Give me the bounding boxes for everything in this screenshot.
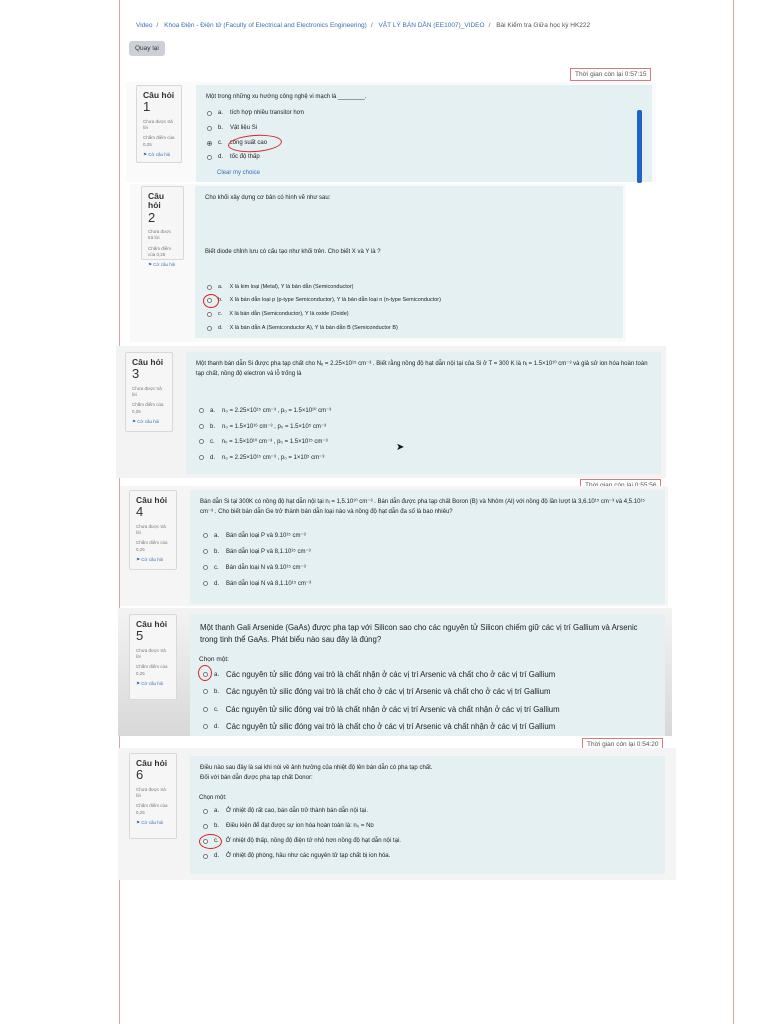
question-info-1 [136, 85, 182, 163]
option-text: công suất cao [229, 140, 268, 146]
option-3c[interactable] [199, 438, 328, 445]
option-text: n₀ = 1.5×10¹⁶ cm⁻³ , p₀ = 1.5×10⁵ cm⁻³ [222, 424, 326, 430]
question-label: Câu hỏi [132, 357, 164, 367]
option-text: Các nguyên tử silic đóng vai trò là chất cho ở các vị trí Arsenic và chất nhận ở các vị trí Gallium [226, 722, 556, 731]
question-label: Câu hỏi [143, 90, 175, 100]
option-3a[interactable] [199, 407, 331, 414]
option-letter: c. [214, 838, 219, 844]
mouse-cursor-icon: ➤ [396, 442, 405, 453]
flag-label: Cờ câu hỏi [141, 556, 164, 562]
question-number: 5 [136, 628, 144, 644]
option-4c[interactable] [203, 564, 306, 571]
question-mark: Chấm điểm của 0,25 [143, 135, 175, 147]
option-letter: c. [214, 564, 219, 571]
breadcrumb: Video / Khoa Điện - Điện tử (Faculty of Electrical and Electronics Engineering) / VẬT LÝ BÁN DẪN (EE1007)_VIDEO / Bài Kiểm tra Giữa học kỳ HK222 [136, 22, 591, 29]
option-5a[interactable] [203, 670, 555, 679]
question-info-5 [129, 614, 177, 700]
question-text: Một thanh Gali Arsenide (GaAs) được pha tạp với Silicon sao cho các nguyên tử Silicon chiếm giữ các vị trí Gallium và Arsenic trong tinh thể GaAs. Phát biểu nào sau đây là đúng? [200, 623, 638, 645]
radio-button[interactable] [199, 424, 204, 429]
option-text: X là bán dẫn loại p (p-type Semiconductor), Y là bán dẫn loại n (n-type Semiconductor) [229, 297, 441, 303]
option-letter: d. [214, 853, 220, 859]
option-text: Bán dẫn loại N và 9.10¹⁵ cm⁻³ [225, 565, 306, 571]
option-6d[interactable] [203, 853, 390, 859]
radio-button[interactable] [203, 809, 208, 814]
breadcrumb-item-quiz: Bài Kiểm tra Giữa học kỳ HK222 [496, 22, 591, 29]
radio-button[interactable] [199, 439, 204, 444]
option-2b[interactable] [207, 297, 441, 303]
question-text: Cho khối xây dựng cơ bản có hình vẽ như sau: [205, 195, 331, 201]
question-info-3 [125, 352, 173, 432]
option-text: Bán dẫn loại P và 8,1.10¹⁵ cm⁻³ [226, 549, 311, 555]
option-5b[interactable] [203, 687, 550, 696]
scrollbar-thumb[interactable] [637, 110, 642, 183]
question-text-2: Biết diode chỉnh lưu có cấu tạo như khối trên. Cho biết X và Y là ? [205, 248, 381, 255]
question-state: Chưa được trả lời [136, 647, 166, 659]
option-text: n₀ = 2.25×10¹⁵ cm⁻³ , p₀ = 1.5×10¹⁰ cm⁻³ [222, 408, 332, 414]
flag-label: Cờ câu hỏi [148, 151, 171, 157]
question-info-4 [129, 490, 177, 570]
option-text: tích hợp nhiều transitor hơn [230, 110, 304, 116]
question-content-1 [196, 85, 652, 182]
choose-one-prompt: Chọn một: [199, 795, 227, 801]
radio-button[interactable] [203, 565, 208, 570]
option-text: Bán dẫn loại N và 8,1.10¹⁵ cm⁻³ [226, 581, 312, 587]
flag-label: Cờ câu hỏi [141, 680, 164, 686]
flag-label: Cờ câu hỏi [141, 819, 164, 825]
question-text: Điều nào sau đây là sai khi nói về ảnh hưởng của nhiệt độ lên bán dẫn có pha tạp chất. [200, 765, 433, 771]
option-letter: c. [218, 140, 223, 146]
option-3d[interactable] [199, 454, 324, 461]
radio-button[interactable] [199, 455, 204, 460]
flag-question-link[interactable]: ⚑ Cờ câu hỏi [136, 556, 164, 562]
option-5d[interactable] [203, 722, 555, 731]
question-text: Một thanh bán dẫn Si được pha tạp chất cho Nₑ = 2.25×10¹⁵ cm⁻³ . Biết rằng nồng độ hạt dẫn nội tại của Si ở T = 300 K là nᵢ = 1.5×10¹⁰ cm⁻³ và giả sử ion hóa hoàn toàn tạp chất, nồng độ electron và lỗ trống là [196, 361, 648, 377]
question-number: 3 [132, 366, 140, 382]
question-state: Chưa được trả lời [132, 385, 162, 397]
breadcrumb-item-video[interactable]: Video [136, 22, 153, 29]
question-info-2 [141, 186, 184, 268]
option-text: n₀ = 1.5×10¹⁰ cm⁻³ , p₀ = 1.5×10¹⁵ cm⁻³ [221, 439, 328, 445]
option-6a[interactable] [203, 808, 368, 814]
flag-question-link[interactable]: ⚑ Cờ câu hỏi [148, 262, 176, 268]
option-text: Điều kiện để đạt được sự ion hóa hoàn toàn là: n₀ = Nᴅ [226, 823, 374, 829]
radio-button[interactable] [203, 724, 208, 729]
radio-button[interactable] [207, 111, 212, 116]
question-text-2: Đối với bán dẫn được pha tạp chất Donor: [200, 774, 313, 781]
option-text: Bán dẫn loại P và 9.10¹⁵ cm⁻³ [226, 533, 306, 539]
option-5c[interactable] [203, 705, 560, 714]
option-4b[interactable] [203, 548, 311, 555]
option-text: Vật liệu Si [230, 125, 258, 131]
option-text: Các nguyên tử silic đóng vai trò là chất cho ở các vị trí Arsenic và chất cho ở các vị trí Gallium [226, 687, 551, 696]
option-letter: a. [218, 110, 224, 116]
question-number: 4 [136, 504, 144, 520]
question-number: 6 [136, 767, 144, 783]
option-text: X là bán dẫn (Semiconductor), Y là oxide (Oxide) [229, 311, 349, 317]
option-text: tốc độ thấp [230, 154, 260, 160]
radio-button[interactable] [199, 408, 204, 413]
option-3b[interactable] [199, 423, 326, 430]
breadcrumb-item-course[interactable]: VẬT LÝ BÁN DẪN (EE1007)_VIDEO [378, 22, 485, 29]
option-text: Ở nhiệt độ rất cao, bán dẫn trở thành bán dẫn nội tại. [226, 808, 368, 814]
question-mark: Chấm điểm của 0,25 [136, 540, 168, 552]
question-label: Câu hỏi [136, 758, 168, 768]
option-4a[interactable] [203, 532, 306, 539]
question-number: 2 [148, 209, 156, 225]
option-letter: c. [210, 438, 215, 445]
handwritten-mark [203, 294, 219, 308]
question-label: Câu hỏi [136, 619, 168, 629]
question-mark: Chấm điểm của 0,25 [132, 402, 164, 414]
question-mark: Chấm điểm của 0,25 [148, 245, 172, 257]
option-2d[interactable] [207, 325, 398, 331]
flag-label: Cờ câu hỏi [137, 418, 160, 424]
option-4d[interactable] [203, 580, 311, 587]
flag-question-link[interactable]: ⚑ Cờ câu hỏi [136, 680, 164, 686]
option-letter: b. [214, 548, 220, 555]
question-mark: Chấm điểm của 0,25 [136, 803, 168, 815]
radio-button[interactable] [203, 707, 208, 712]
question-state: Chưa được trả lời [148, 228, 172, 241]
flag-question-link[interactable]: ⚑ Cờ câu hỏi [136, 819, 164, 825]
question-label: Câu hỏi [148, 191, 165, 211]
question-text: Bán dẫn Si tại 300K có nồng độ hạt dẫn nội tại nᵢ = 1,5.10¹⁰ cm⁻³ . Bán dẫn được pha tạp chất Boron (B) và Nhôm (Al) với nồng độ lần lượt là 3,6.10¹⁵ cm⁻³ và 4,5.10¹⁵ cm⁻³ . Cho biết bán dẫn Ge trở thành bán dẫn loại nào và nồng độ hạt dẫn đa số là bao nhiêu? [200, 499, 645, 515]
option-letter: d. [214, 723, 220, 730]
option-letter: b. [218, 125, 224, 131]
option-2c[interactable] [207, 311, 349, 317]
question-mark: Chấm điểm của 0,25 [136, 664, 168, 676]
question-state: Chưa được trả lời [136, 786, 166, 798]
handwritten-mark [198, 665, 212, 681]
option-letter: b. [218, 297, 223, 303]
question-text: Một trong những xu hướng công nghệ vi mạch là ________. [206, 94, 367, 100]
radio-button[interactable] [207, 326, 212, 331]
breadcrumb-item-faculty[interactable]: Khoa Điện - Điện tử (Faculty of Electrical and Electronics Engineering) [164, 22, 367, 29]
option-letter: d. [218, 154, 224, 160]
option-letter: a. [218, 284, 223, 290]
radio-button[interactable] [207, 312, 212, 317]
time-remaining: Thời gian còn lại 0:57:15 [570, 68, 651, 81]
option-letter: d. [210, 454, 216, 461]
option-6b[interactable] [203, 823, 374, 829]
option-letter: a. [214, 532, 220, 539]
option-text: Các nguyên tử silic đóng vai trò là chất nhận ở các vị trí Arsenic và chất nhận ở các vị trí Gallium [225, 705, 560, 714]
option-text: Các nguyên tử silic đóng vai trò là chất nhận ở các vị trí Arsenic và chất cho ở các vị trí Gallium [226, 670, 556, 679]
flag-label: Cờ câu hỏi [153, 262, 176, 268]
option-letter: c. [218, 311, 223, 317]
page-border-right [733, 0, 734, 1024]
option-letter: b. [210, 423, 216, 430]
option-letter: b. [214, 823, 220, 829]
handwritten-mark [199, 834, 222, 849]
time-remaining: Thời gian còn lại 0:54:20 [582, 738, 663, 751]
back-button[interactable]: Quay lại [129, 41, 165, 56]
option-text: X là bán dẫn A (Semiconductor A), Y là bán dẫn B (Semiconductor B) [229, 325, 398, 331]
radio-button[interactable] [203, 549, 208, 554]
question-number: 1 [143, 99, 151, 115]
option-letter: c. [214, 706, 219, 713]
radio-button[interactable] [207, 285, 212, 290]
option-letter: a. [214, 671, 220, 678]
question-info-6 [129, 753, 177, 839]
option-letter: d. [218, 325, 223, 331]
option-1d[interactable] [207, 154, 260, 160]
choose-one-prompt: Chọn một: [199, 656, 229, 663]
option-text: n₀ = 2.25×10¹⁵ cm⁻³ , p₀ = 1×10⁵ cm⁻³ [222, 455, 325, 461]
option-letter: a. [210, 407, 216, 414]
flag-question-link[interactable]: ⚑ Cờ câu hỏi [132, 418, 160, 424]
radio-button[interactable] [203, 533, 208, 538]
radio-button[interactable] [207, 126, 212, 131]
question-label: Câu hỏi [136, 495, 168, 505]
radio-button[interactable] [207, 155, 212, 160]
radio-button[interactable] [203, 824, 208, 829]
radio-button[interactable] [203, 689, 208, 694]
question-state: Chưa được trả lời [143, 118, 173, 130]
radio-button[interactable] [203, 581, 208, 586]
option-text: Ở nhiệt độ phòng, hầu như các nguyên tử tạp chất bị ion hóa. [226, 853, 391, 859]
option-2a[interactable] [207, 284, 354, 290]
option-text: Ở nhiệt độ thấp, nồng độ điện tử nhỏ hơn nồng độ hạt dẫn nội tại. [225, 838, 401, 844]
option-letter: b. [214, 688, 220, 695]
clear-choice-link[interactable]: Clear my choice [217, 170, 261, 176]
option-6c[interactable] [203, 838, 401, 844]
option-letter: d. [214, 580, 220, 587]
option-1a[interactable] [207, 110, 304, 116]
option-text: X là kim loại (Metal), Y là bán dẫn (Semiconductor) [229, 284, 354, 290]
flag-question-link[interactable]: ⚑ Cờ câu hỏi [143, 151, 171, 157]
option-1b[interactable] [207, 125, 257, 131]
option-letter: a. [214, 808, 220, 814]
radio-button-selected[interactable] [207, 141, 212, 146]
question-state: Chưa được trả lời [136, 523, 166, 535]
radio-button[interactable] [203, 854, 208, 859]
